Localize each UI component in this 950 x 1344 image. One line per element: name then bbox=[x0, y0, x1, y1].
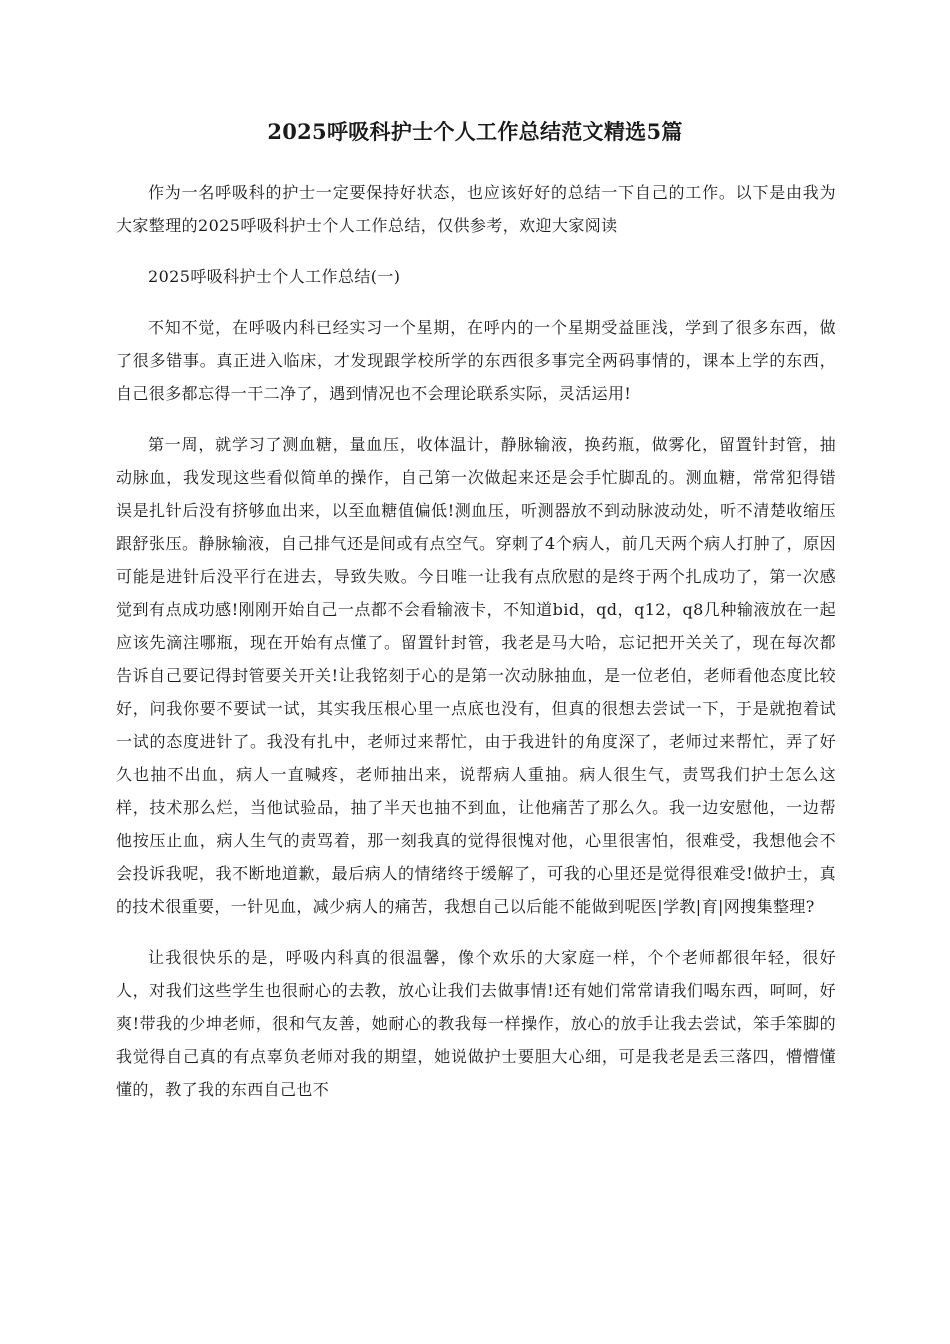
body-paragraph-1: 不知不觉，在呼吸内科已经实习一个星期，在呼内的一个星期受益匪浅，学到了很多东西，做了很多错事。真正进入临床，才发现跟学校所学的东西很多事完全两码事情的，课本上学的东西，自己很多都忘得一干二净了，遇到情况也不会理论联系实际，灵活运用! bbox=[116, 318, 836, 403]
body-paragraph-2: 第一周，就学习了测血糖，量血压，收体温计，静脉输液，换药瓶，做雾化，留置针封管，抽动脉血，我发现这些看似简单的操作，自己第一次做起来还是会手忙脚乱的。测血糖，常常犯得错误是扎针后没有挤够血出来，以至血糖值偏低!测血压，听测器放不到动脉波动处，听不清楚收缩压跟舒张压。静脉输液，自己排气还是间或有点空气。穿刺了4个病人，前几天两个病人打肿了，原因可能是进针后没平行在进去，导致失败。今日唯一让我有点欣慰的是终于两个扎成功了，第一次感觉到有点成功感!刚刚开始自己一点都不会看输液卡，不知道bid，qd，q12，q8几种输液放在一起应该先滴注哪瓶，现在开始有点懂了。留置针封管，我老是马大哈，忘记把开关关了，现在每次都告诉自己要记得封管要关开关!让我铭刻于心的是第一次动脉抽血，是一位老伯，老师看他态度比较好，问我你要不要试一试，其实我压根心里一点底也没有，但真的很想去尝试一下，于是就抱着试一试的态度进针了。我没有扎中，老师过来帮忙，由于我进针的角度深了，老师过来帮忙，弄了好久也抽不出血，病人一直喊疼，老师抽出来，说帮病人重抽。病人很生气，责骂我们护士怎么这样，技术那么烂，当他试验品，抽了半天也抽不到血，让他痛苦了那么久。我一边安慰他，一边帮他按压止血，病人生气的责骂着，那一刻我真的觉得很愧对他，心里很害怕，很难受，我想他会不会投诉我呢，我不断地道歉，最后病人的情绪终于缓解了，可我的心里还是觉得很难受!做护士，真的技术很重要，一针见血，减少病人的痛苦，我想自己以后能不能做到呢医|学教|育|网搜集整理? bbox=[116, 435, 836, 916]
intro-paragraph: 作为一名呼吸科的护士一定要保持好状态，也应该好好的总结一下自己的工作。以下是由我为大家整理的2025呼吸科护士个人工作总结，仅供参考，欢迎大家阅读 bbox=[116, 183, 836, 235]
document-title: 2025呼吸科护士个人工作总结范文精选5篇 bbox=[267, 119, 683, 144]
body-paragraph-3: 让我很快乐的是，呼吸内科真的很温馨，像个欢乐的大家庭一样，个个老师都很年轻，很好人，对我们这些学生也很耐心的去教，放心让我们去做事情!还有她们常常请我们喝东西，呵呵，好爽!带我的少坤老师，很和气友善，她耐心的教我每一样操作，放心的放手让我去尝试，笨手笨脚的我觉得自己真的有点辜负老师对我的期望，她说做护士要胆大心细，可是我老是丢三落四，懵懵懂懂的，教了我的东西自己也不 bbox=[116, 948, 836, 1099]
document-body bbox=[116, 176, 836, 1124]
section-heading: 2025呼吸科护士个人工作总结(一) bbox=[148, 267, 401, 286]
